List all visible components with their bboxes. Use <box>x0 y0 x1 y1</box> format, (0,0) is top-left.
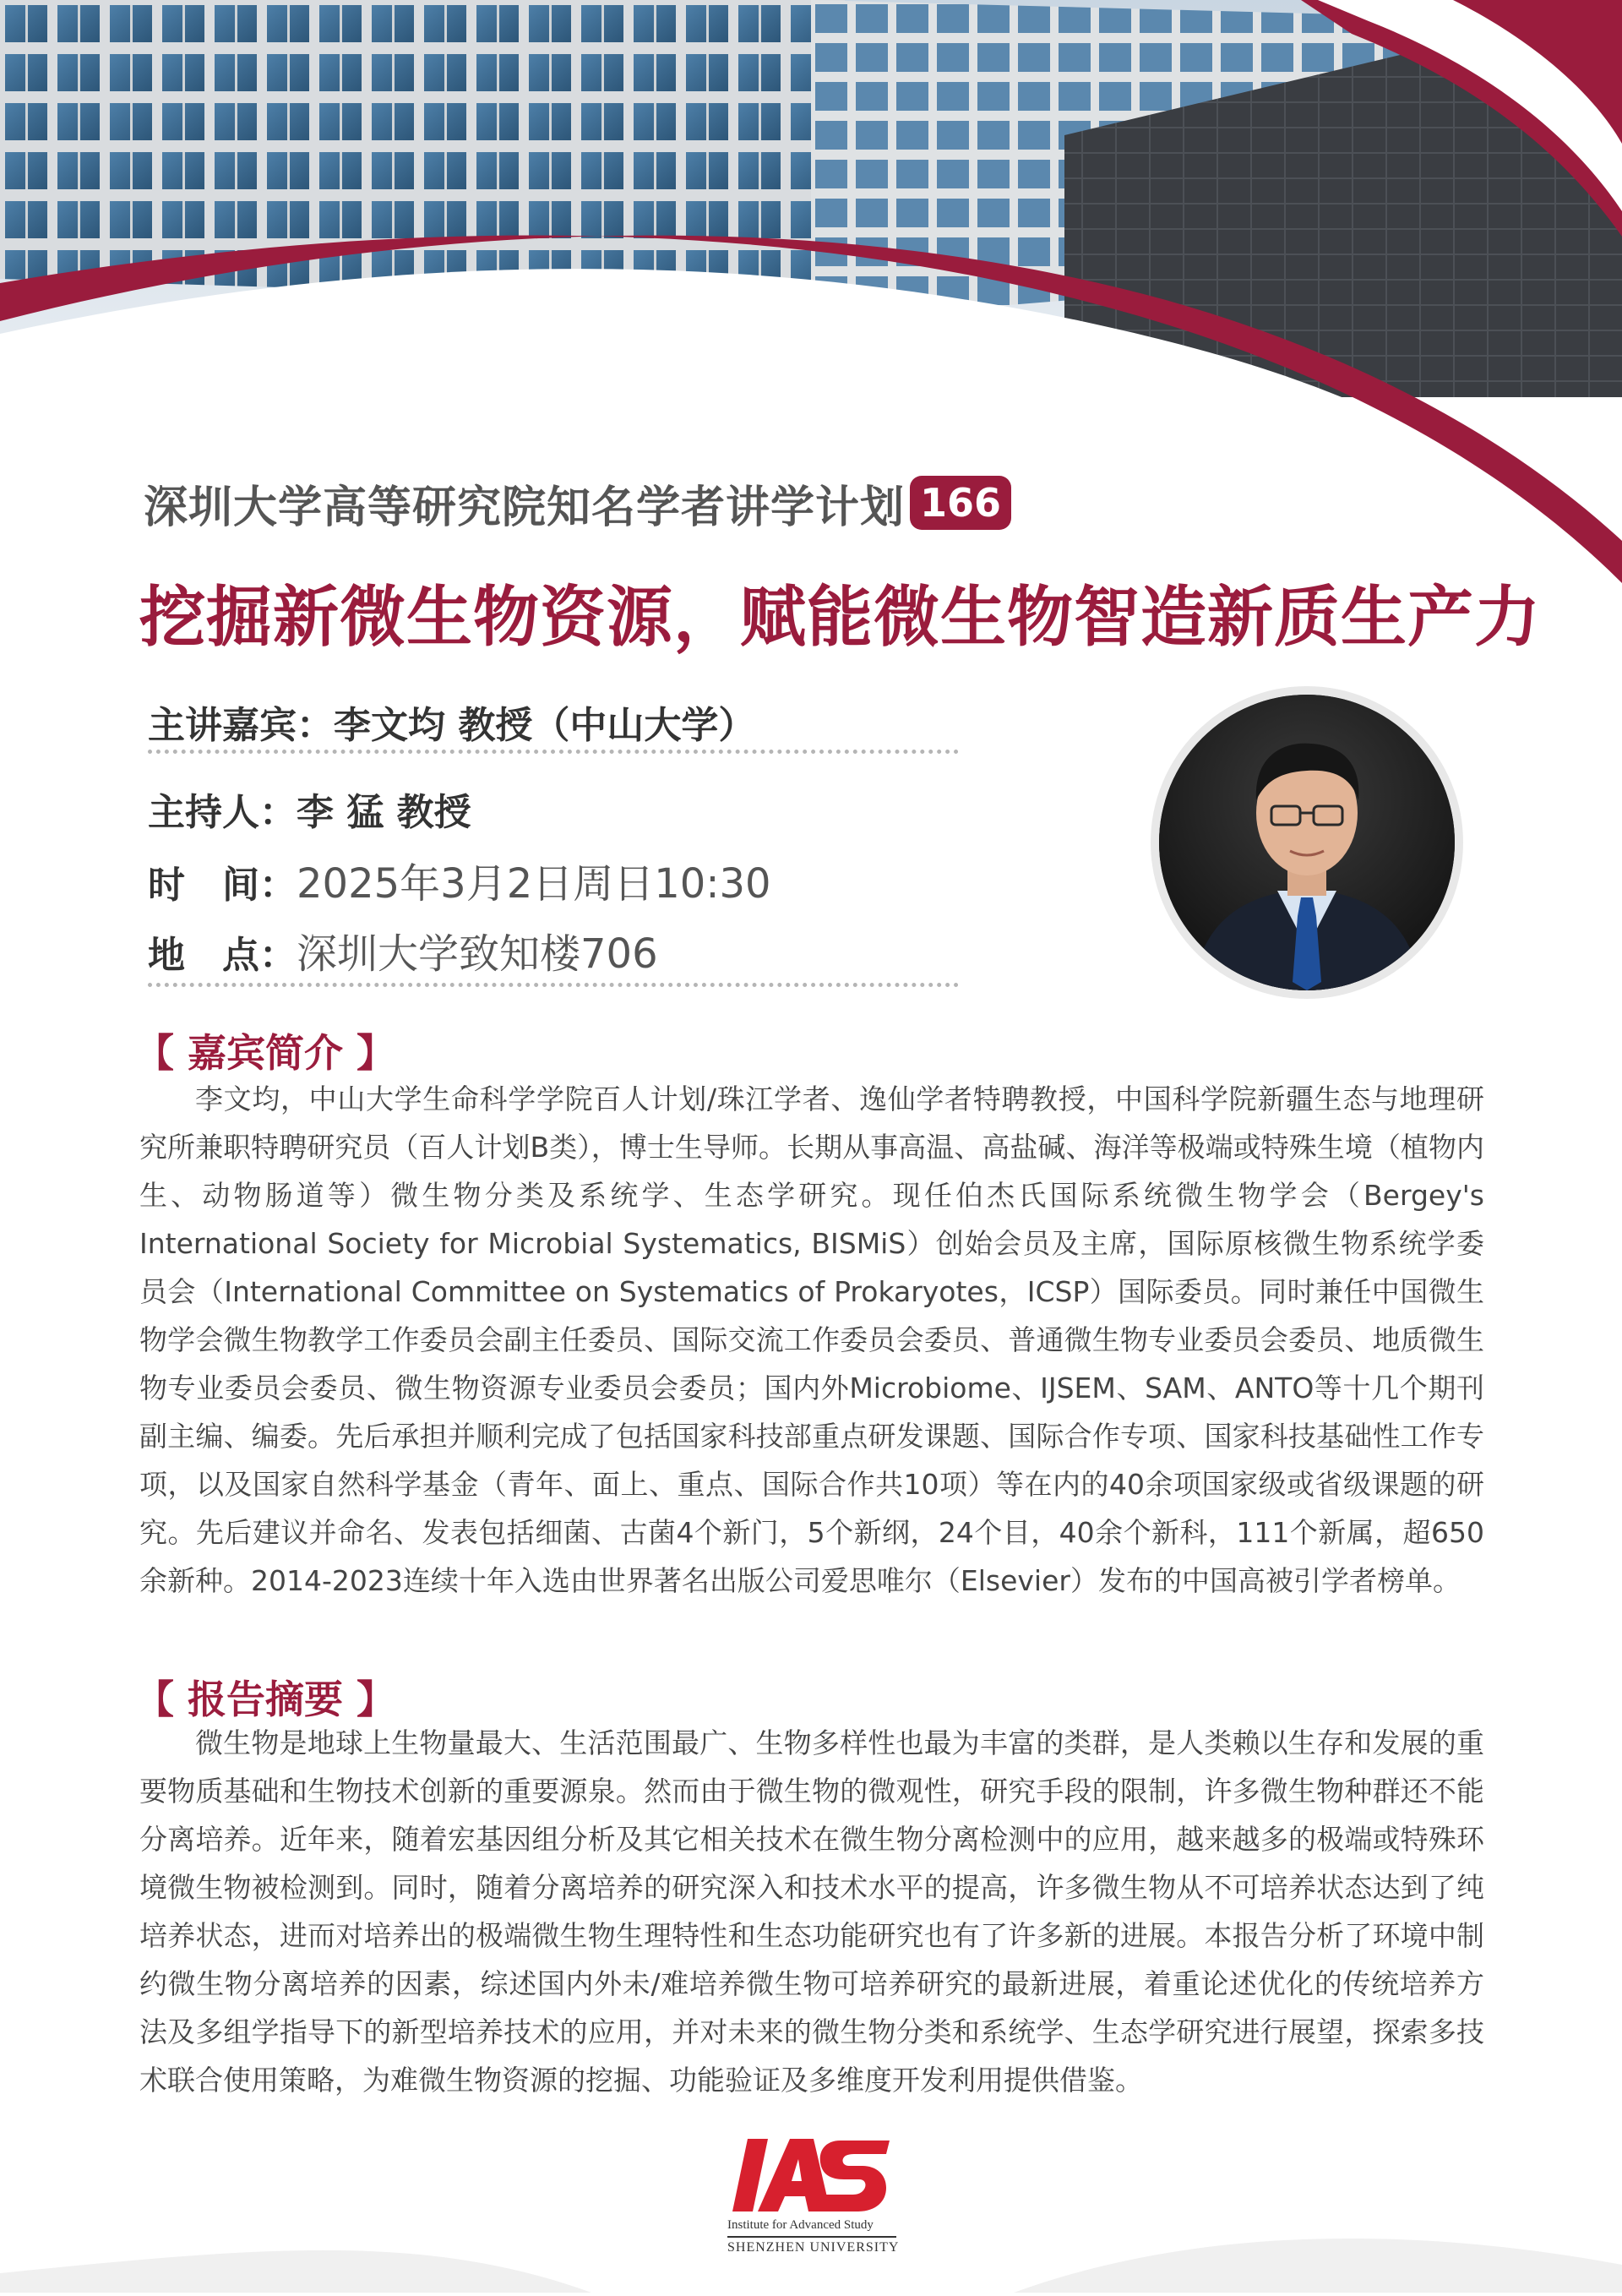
ias-logo <box>722 2134 900 2261</box>
dotted-divider <box>148 983 959 987</box>
dotted-divider <box>148 750 959 754</box>
abstract-heading: 【 报告摘要 】 <box>135 1677 396 1722</box>
speaker-row <box>148 695 755 749</box>
speaker-portrait <box>1159 695 1455 990</box>
abstract-text: 微生物是地球上生物量最大、生活范围最广、生物多样性也最为丰富的类群，是人类赖以生存和发展的重要物质基础和生物技术创新的重要源泉。然而由于微生物的微观性，研究手段的限制，许多微生物种群还不能分离培养。近年来，随着宏基因组分析及其它相关技术在微生物分离检测中的应用，越来越多的极端或特殊环境微生物被检测到。同时，随着分离培养的研究深入和技术水平的提高，许多微生物从不可培养状态达到了纯培养状态，进而对培养出的极端微生物生理特性和生态功能研究也有了许多新的进展。本报告分析了环境中制约微生物分离培养的因素，综述国内外未/难培养微生物可培养研究的最新进展，着重论述优化的传统培养方法及多组学指导下的新型培养技术的应用，并对未来的微生物分类和系统学、生态学研究进行展望，探索多技术联合使用策略，为难微生物资源的挖掘、功能验证及多维度开发利用提供借鉴。 <box>139 1726 1484 2097</box>
bio-text: 李文均，中山大学生命科学学院百人计划/珠江学者、逸仙学者特聘教授，中国科学院新疆生态与地理研究所兼职特聘研究员（百人计划B类），博士生导师。长期从事高温、高盐碱、海洋等极端或特殊生境（植物内生、动物肠道等）微生物分类及系统学、生态学研究。现任伯杰氏国际系统微生物学会（Bergey's International Society for Microbial Systematics, BISMiS）创始会员及主席，国际原核微生物系统学委员会（International Committee on Systematics of Prokaryotes，ICSP）国际委员。同时兼任中国微生物学会微生物教学工作委员会副主任委员、国际交流工作委员会委员、普通微生物专业委员会委员、地质微生物专业委员会委员、微生物资源专业委员会委员；国内外Microbiome、IJSEM、SAM、ANTO等十几个期刊副主编、编委。先后承担并顺利完成了包括国家科技部重点研发课题、国际合作专项、国家科技基础性工作专项，以及国家自然科学基金（青年、面上、重点、国际合作共10项）等在内的40余项国家级或省级课题的研究。先后建议并命名、发表包括细菌、古菌4个新门，5个新纲，24个目，40余个新科，111个新属，超650余新种。2014-2023连续十年入选由世界著名出版公司爱思唯尔（Elsevier）发布的中国高被引学者榜单。 <box>139 1083 1484 1597</box>
lecture-title: 挖掘新微生物资源，赋能微生物智造新质生产力 <box>139 580 1542 656</box>
place-row <box>148 921 658 979</box>
place-value: 深圳大学致知楼706 <box>297 930 658 978</box>
portrait-image <box>1159 695 1455 990</box>
logo-university-text: SHENZHEN UNIVERSITY <box>727 2240 900 2255</box>
time-row <box>148 851 771 909</box>
time-label: 时 间： <box>148 864 297 907</box>
host-label: 主持人： <box>148 791 297 834</box>
logo-divider <box>727 2236 896 2238</box>
series-line <box>144 469 1011 537</box>
series-title: 深圳大学高等研究院知名学者讲学计划 <box>144 482 906 533</box>
host-value: 李 猛 教授 <box>297 791 471 834</box>
ias-logo-mark <box>731 2134 891 2215</box>
speaker-value: 李文均 教授（中山大学） <box>334 704 756 747</box>
series-number-badge: 166 <box>910 476 1011 530</box>
speaker-label: 主讲嘉宾： <box>148 704 334 747</box>
time-value: 2025年3月2日周日10:30 <box>297 860 771 908</box>
place-label: 地 点： <box>148 934 297 977</box>
bio-heading: 【 嘉宾简介 】 <box>135 1030 396 1076</box>
host-row <box>148 782 471 836</box>
logo-institute-text: Institute for Advanced Study <box>727 2218 874 2232</box>
